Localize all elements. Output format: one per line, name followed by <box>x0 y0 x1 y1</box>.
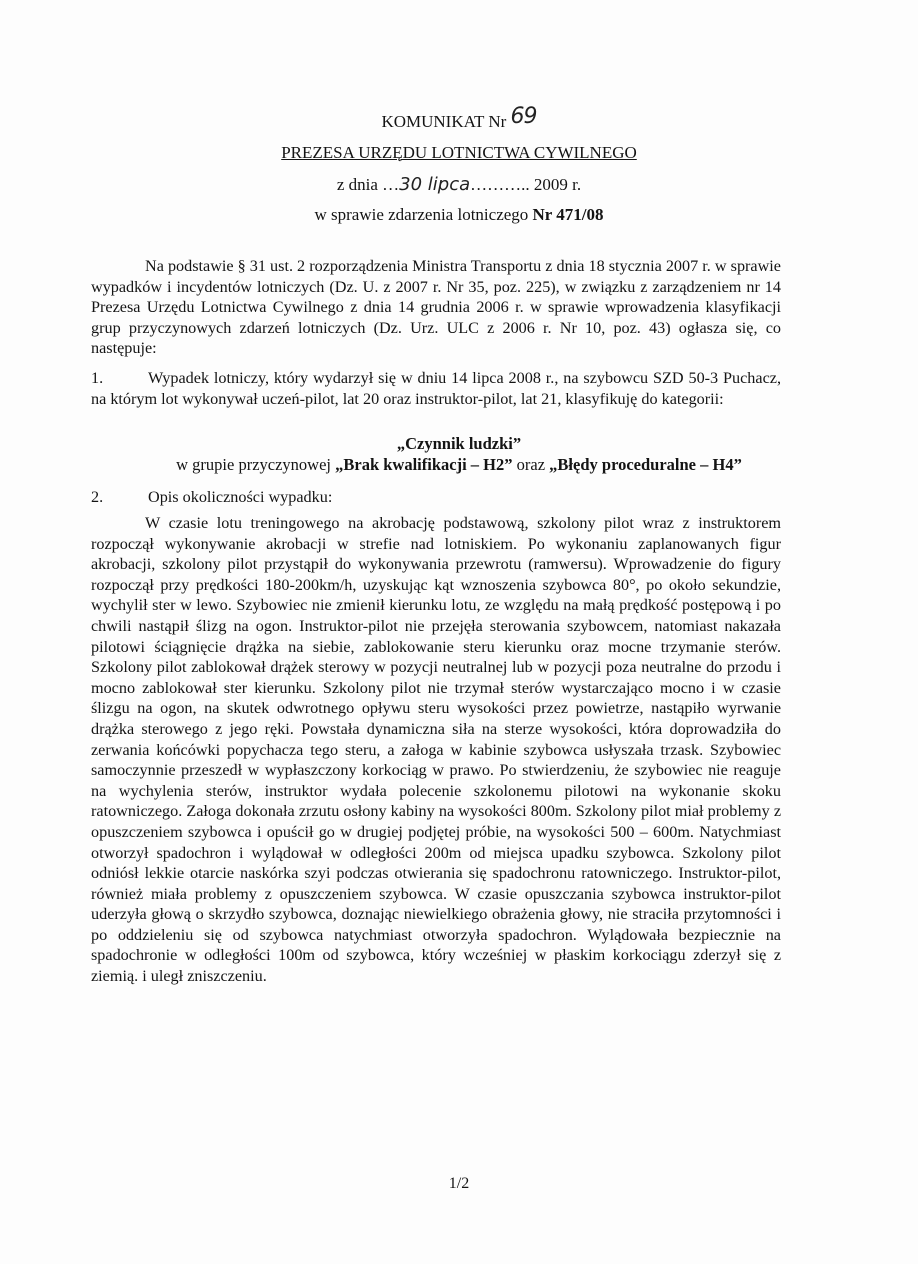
date-prefix: z dnia … <box>336 175 400 194</box>
handwritten-number: 69 <box>510 104 537 129</box>
document-subject <box>0 205 918 225</box>
accident-description: W czasie lotu treningowego na akrobację podstawową, szkolony pilot wraz z instruktorem rozpoczął wykonywanie akrobacji w strefie nad lotniskiem. Po wykonaniu zaplanowanych figur akrobacji, szkolony pilot przystąpił do wykonywania przewrotu (ramwersu). Wprowadzenie do figury rozpoczął przy prędkości 180-200km/h, uzyskując kąt wznoszenia szybowca 80°, po około sekundzie, wychylił ster w lewo. Szybowiec nie zmienił kierunku lotu, ze względu na małą prędkość postępową i po chwili nastąpił ślizg na ogon. Instruktor-pilot nie przejęła sterowania szybowcem, natomiast nakazała pilotowi ściągnięcie drążka na siebie, zablokowanie steru kierunku oraz mocne trzymanie sterów. Szkolony pilot zablokował drążek sterowy w pozycji neutralnej lub w pozycji poza neutralne do przodu i mocno zablokował ster kierunku. Szkolony pilot nie trzymał sterów wystarczająco mocno i w czasie ślizgu na ogon, na skutek odwrotnego opływu steru wysokości przez powietrze, nastąpiło wyrwanie drążka sterowego z jego ręki. Powstała dynamiczna siła na sterze wysokości, która doprowadziła do zerwania końcówki popychacza tego steru, a załoga w kabinie szybowca usłyszała trzask. Szybowiec samoczynnie przeszedł w wypłaszczony korkociąg w prawo. Po stwierdzeniu, że szybowiec nie reaguje na wychylenia sterów, instruktor wydała polecenie szkolonemu pilotowi na wykonanie skoku ratowniczego. Załoga dokonała zrzutu osłony kabiny na wysokości 800m. Szkolony pilot miał problemy z opuszczeniem szybowca i opuścił go w drugiej podjętej próbie, na wysokości 500 – 600m. Natychmiast otworzył spadochron i wylądował w odległości 200m od miejsca upadku szybowca. Szkolony pilot odniósł lekkie otarcie naskórka szyi podczas otwierania się spadochronu ratowniczego. Instruktor-pilot, również miała problemy z opuszczeniem szybowca. W czasie opuszczania szybowca instruktor-pilot uderzyła głową o skrzydło szybowca, doznając niewielkiego obrażenia głowy, nie straciła przytomności i po oddzieleniu się od szybowca natychmiast otworzyła spadochron. Wylądowała bezpiecznie na spadochronie w odległości 100m od szybowca, który wcześniej w płaskim korkociągu zderzył się z ziemią. i uległ zniszczeniu. <box>91 514 781 986</box>
group-prefix: w grupie przyczynowej <box>176 455 331 474</box>
point-1-paragraph <box>91 368 781 409</box>
incident-number: Nr 471/08 <box>532 205 604 224</box>
point-1-number: 1. <box>91 369 104 387</box>
page-number: 1/2 <box>448 1175 470 1192</box>
handwritten-date: 30 lipca <box>399 174 471 195</box>
point-1-text: Wypadek lotniczy, który wydarzył się w dniu 14 lipca 2008 r., na szybowcu SZD 50-3 Puchacz, na którym lot wykonywał uczeń-pilot, lat 20 oraz instruktor-pilot, lat 21, klasyfikuję do kategorii: <box>91 369 781 408</box>
point-2-heading <box>91 487 781 508</box>
causal-group-h4: „Błędy proceduralne – H4” <box>549 455 742 474</box>
issuing-authority <box>0 143 918 163</box>
classification-category: „Czynnik ludzki” <box>396 434 522 453</box>
legal-basis-paragraph: Na podstawie § 31 ust. 2 rozporządzenia Ministra Transportu z dnia 18 stycznia 2007 r. w sprawie wypadków i incydentów lotniczych (Dz. U. z 2007 r. Nr 35, poz. 225), w związku z zarządzeniem nr 14 Prezesa Urzędu Lotnictwa Cywilnego z dnia 14 grudnia 2006 r. w sprawie wprowadzenia klasyfikacji grup przyczynowych zdarzeń lotniczych (Dz. Urz. ULC z 2006 r. Nr 10, poz. 43) ogłasza się, co następuje: <box>91 257 781 358</box>
point-2-number: 2. <box>91 488 104 506</box>
komunikat-label: KOMUNIKAT Nr <box>381 112 507 131</box>
authority-name: PREZESA URZĘDU LOTNICTWA CYWILNEGO <box>281 143 637 162</box>
causal-group-h2: „Brak kwalifikacji – H2” <box>335 455 513 474</box>
subject-prefix: w sprawie zdarzenia lotniczego <box>314 205 529 224</box>
date-year: 2009 r. <box>533 175 582 194</box>
date-dots: ……….. <box>470 175 530 194</box>
group-connector: oraz <box>516 455 546 474</box>
issue-date <box>0 174 918 195</box>
document-title <box>0 104 918 133</box>
causal-group-line <box>0 455 918 475</box>
point-2-title: Opis okoliczności wypadku: <box>148 488 333 506</box>
